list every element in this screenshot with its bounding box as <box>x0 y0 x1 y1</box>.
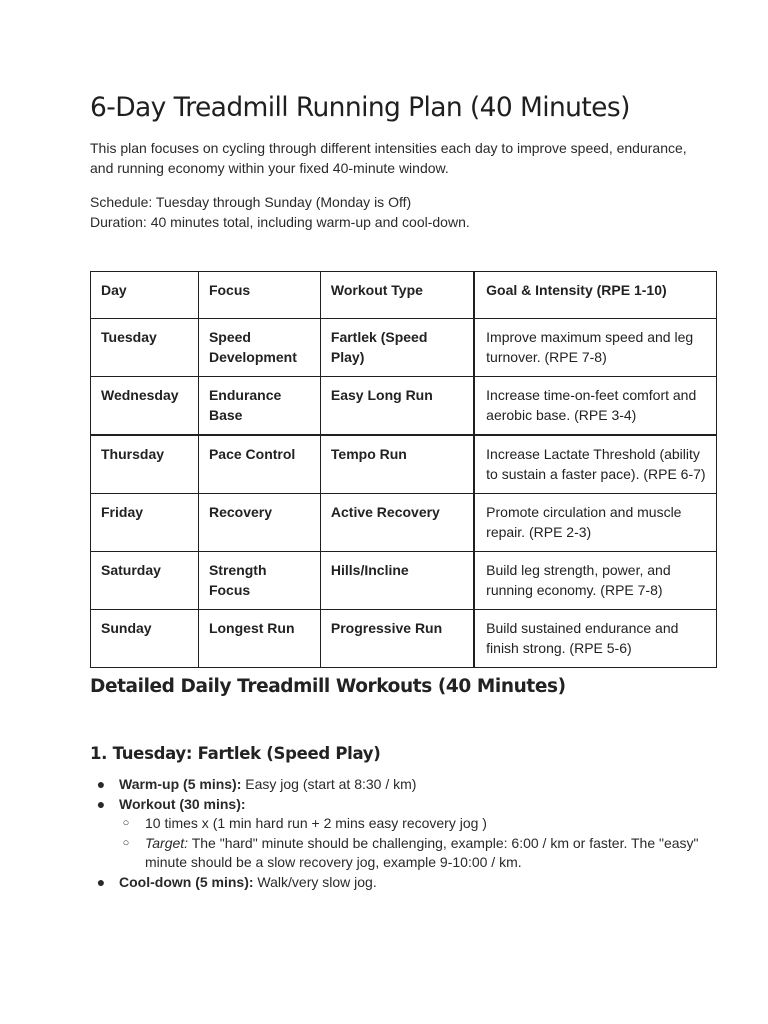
table-row <box>91 494 717 552</box>
hollow-bullet-icon: ○ <box>122 817 130 829</box>
cell-goal: Build leg strength, power, and running economy. (RPE 7-8) <box>474 552 716 610</box>
warmup-label: Warm-up (5 mins): <box>119 776 242 792</box>
cell-workout-type: Progressive Run <box>320 610 474 668</box>
bullet-icon: ● <box>96 776 106 792</box>
target-text: The "hard" minute should be challenging, example: 6:00 / km or faster. The "easy" minute should be a slow recovery jog, example 9-10:00 / km. <box>145 834 699 870</box>
cell-workout-type: Active Recovery <box>320 494 474 552</box>
duration-line: Duration: 40 minutes total, including warm-up and cool-down. <box>90 214 470 230</box>
cell-focus: Strength Focus <box>198 552 320 610</box>
table-row <box>91 377 717 436</box>
intervals-text: 10 times x (1 min hard run + 2 mins easy recovery jog ) <box>145 815 487 831</box>
table-row <box>91 610 717 668</box>
table-header-row <box>91 272 717 319</box>
section-heading: Detailed Daily Treadmill Workouts (40 Minutes) <box>90 676 566 697</box>
table-row <box>91 552 717 610</box>
header-day: Day <box>91 272 199 319</box>
workout-list <box>95 775 715 892</box>
cell-day: Sunday <box>91 610 199 668</box>
cell-focus: Pace Control <box>198 435 320 494</box>
table-row <box>91 319 717 377</box>
cell-goal: Increase Lactate Threshold (ability to sustain a faster pace). (RPE 6-7) <box>474 435 716 494</box>
page-title: 6-Day Treadmill Running Plan (40 Minutes) <box>90 92 630 123</box>
cell-focus: Longest Run <box>198 610 320 668</box>
cell-day: Wednesday <box>91 377 199 436</box>
schedule-block <box>90 192 690 232</box>
cell-day: Thursday <box>91 435 199 494</box>
cell-day: Tuesday <box>91 319 199 377</box>
list-item-warmup <box>95 775 715 795</box>
plan-table <box>90 271 717 668</box>
list-item-workout <box>95 795 715 815</box>
cell-day: Saturday <box>91 552 199 610</box>
target-label: Target: <box>145 834 189 851</box>
warmup-text: Easy jog (start at 8:30 / km) <box>241 776 417 792</box>
workout-label: Workout (30 mins): <box>119 795 246 812</box>
sub-list-item-intervals <box>95 814 715 834</box>
cell-day: Friday <box>91 494 199 552</box>
cell-goal: Improve maximum speed and leg turnover. (RPE 7-8) <box>474 319 716 377</box>
schedule-line: Schedule: Tuesday through Sunday (Monday is Off) <box>90 194 412 210</box>
cell-workout-type: Fartlek (Speed Play) <box>320 319 474 377</box>
cell-workout-type: Tempo Run <box>320 435 474 494</box>
header-focus: Focus <box>198 272 320 319</box>
cell-workout-type: Hills/Incline <box>320 552 474 610</box>
cell-focus: Speed Development <box>198 319 320 377</box>
bullet-icon: ● <box>96 873 106 890</box>
cell-goal: Increase time-on-feet comfort and aerobic base. (RPE 3-4) <box>474 377 716 436</box>
cell-goal: Build sustained endurance and finish strong. (RPE 5-6) <box>474 610 716 668</box>
table-row <box>91 435 717 494</box>
day1-heading: 1. Tuesday: Fartlek (Speed Play) <box>90 744 381 763</box>
hollow-bullet-icon: ○ <box>122 836 130 849</box>
sub-list-item-target <box>95 834 715 873</box>
cooldown-text: Walk/very slow jog. <box>253 873 377 890</box>
cell-workout-type: Easy Long Run <box>320 377 474 436</box>
cell-focus: Recovery <box>198 494 320 552</box>
cell-goal: Promote circulation and muscle repair. (RPE 2-3) <box>474 494 716 552</box>
cooldown-label: Cool-down (5 mins): <box>119 873 254 890</box>
intro-paragraph: This plan focuses on cycling through different intensities each day to improve speed, endurance, and running economy within your fixed 40-minute window. <box>90 140 687 176</box>
cell-focus: Endurance Base <box>198 377 320 436</box>
header-workout-type: Workout Type <box>320 272 474 319</box>
bullet-icon: ● <box>96 795 106 812</box>
list-item-cooldown <box>95 873 715 893</box>
header-goal-intensity: Goal & Intensity (RPE 1-10) <box>474 272 716 319</box>
